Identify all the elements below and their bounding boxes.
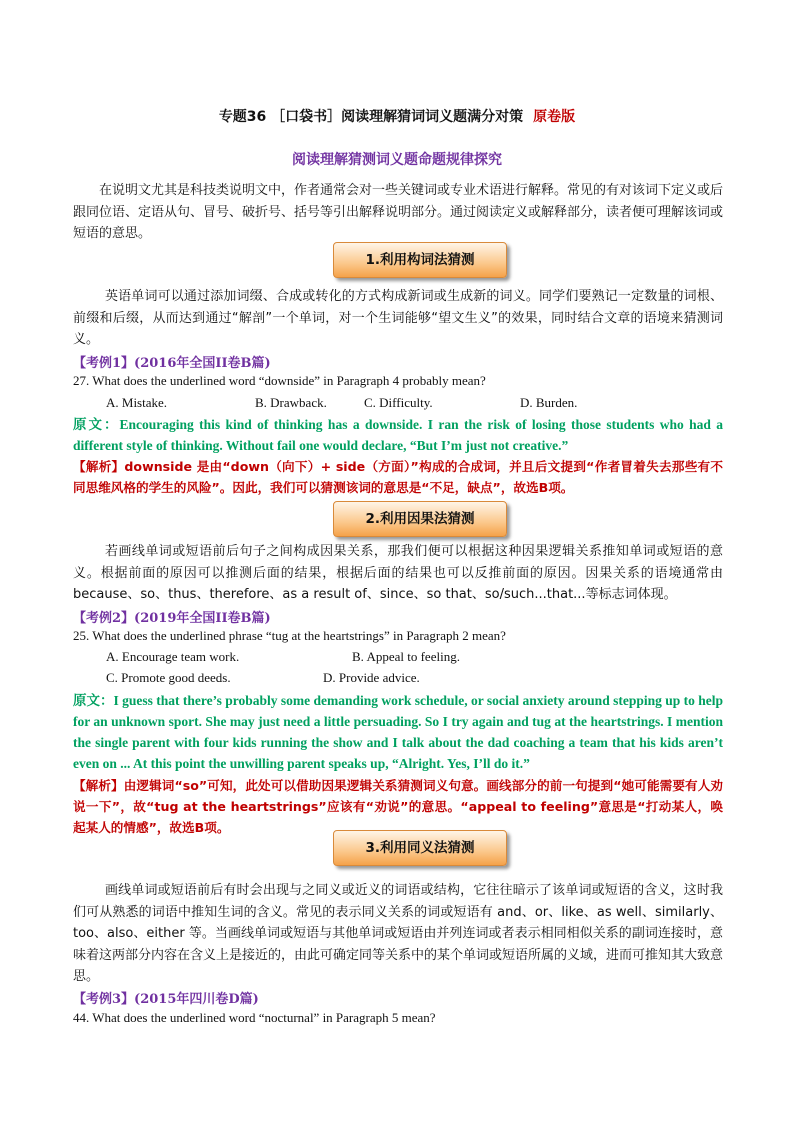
section-heading-3: 3.利用同义法猜测 <box>333 830 507 866</box>
page-title <box>0 106 794 126</box>
option-1c: C. Difficulty. <box>364 395 433 410</box>
page-subtitle: 阅读理解猜测词义题命题规律探究 <box>292 152 502 168</box>
example-label-2: 【考例2】(2019年全国II卷B篇) <box>73 611 271 626</box>
section-2-body: 若画线单词或短语前后句子之间构成因果关系，那我们便可以根据这种因果逻辑关系推知单词或短语的意义。根据前面的原因可以推测后面的结果，根据后面的结果也可以反推前面的原因。因果关系的语境通常由 because、so、thus、therefore、as a result of、since、so that、so/such...that...等标志词体现。 <box>73 544 723 602</box>
section-1-body: 英语单词可以通过添加词缀、合成或转化的方式构成新词或生成新的词义。同学们要熟记一定数量的词根、前缀和后缀，从而达到通过“解剖”一个单词，对一个生词能够“望文生义”的效果，同时结合文章的语境来猜测词义。 <box>73 289 723 347</box>
section-heading-2: 2.利用因果法猜测 <box>333 501 507 537</box>
analysis-1: 【解析】downside 是由“down（向下）+ side（方面）”构成的合成词，并且后文提到“作者冒着失去那些有不同思维风格的学生的风险”。因此，我们可以猜测该词的意思是“不足，缺点”，故选B项。 <box>73 459 723 495</box>
title-tag: 原卷版 <box>533 109 576 125</box>
question-3: 44. What does the underlined word “nocturnal” in Paragraph 5 mean? <box>73 1010 436 1025</box>
option-1d: D. Burden. <box>520 395 578 410</box>
title-text: 专题36 ［口袋书］阅读理解猜词词义题满分对策 <box>218 109 524 125</box>
original-text-1: 原文：Encouraging this kind of thinking has a downside. I ran the risk of losing those students who had a different style of thinking. Without fail one would declare, “But I’m just not creative.” <box>73 417 723 453</box>
option-1a: A. Mistake. <box>106 395 168 410</box>
original-text-2: 原文：I guess that there’s probably some demanding work schedule, or social anxiety around stepping up to help for an unknown sport. She may just need a little persuading. So I try again and tug at the heartstrings. I mention the single parent with four kids running the show and I talk about the dad coaching a team that his kids aren’t even on ... At this point the unwilling parent speaks up, “Alright. Yes, I’ll do it.” <box>73 693 723 771</box>
section-3-body: 画线单词或短语前后有时会出现与之同义或近义的词语或结构，它往往暗示了该单词或短语的含义，这时我们可从熟悉的词语中推知生词的含义。常见的表示同义关系的词或短语有 and、or、like、as well、similarly、too、also、either 等。当画线单词或短语与其他单词或短语由并列连词或者表示相同相似关系的副词连接时，意味着这两部分内容在含义上是接近的，由此可确定同等关系中的某个单词或短语所属的义域，进而可推知其大致意思。 <box>73 883 724 984</box>
intro-paragraph: 在说明文尤其是科技类说明文中，作者通常会对一些关键词或专业术语进行解释。常见的有对该词下定义或后跟同位语、定语从句、冒号、破折号、括号等引出解释说明部分。通过阅读定义或解释部分，读者便可理解该词或短语的意思。 <box>73 183 724 241</box>
option-2a: A. Encourage team work. <box>106 649 240 664</box>
example-label-1: 【考例1】(2016年全国II卷B篇) <box>73 356 271 371</box>
question-1: 27. What does the underlined word “downside” in Paragraph 4 probably mean? <box>73 373 486 388</box>
section-heading-1: 1.利用构词法猜测 <box>333 242 507 278</box>
question-2: 25. What does the underlined phrase “tug at the heartstrings” in Paragraph 2 mean? <box>73 628 506 643</box>
option-1b: B. Drawback. <box>255 395 327 410</box>
option-2d: D. Provide advice. <box>323 670 420 685</box>
option-2b: B. Appeal to feeling. <box>352 649 460 664</box>
analysis-2: 【解析】由逻辑词“so”可知，此处可以借助因果逻辑关系猜测词义句意。画线部分的前一句提到“她可能需要有人劝说一下”，故“tug at the heartstrings”应该有“劝说”的意思。“appeal to feeling”意思是“打动某人，唤起某人的情感”，故选B项。 <box>73 778 723 835</box>
option-2c: C. Promote good deeds. <box>106 670 231 685</box>
example-label-3: 【考例3】(2015年四川卷D篇) <box>73 992 259 1007</box>
